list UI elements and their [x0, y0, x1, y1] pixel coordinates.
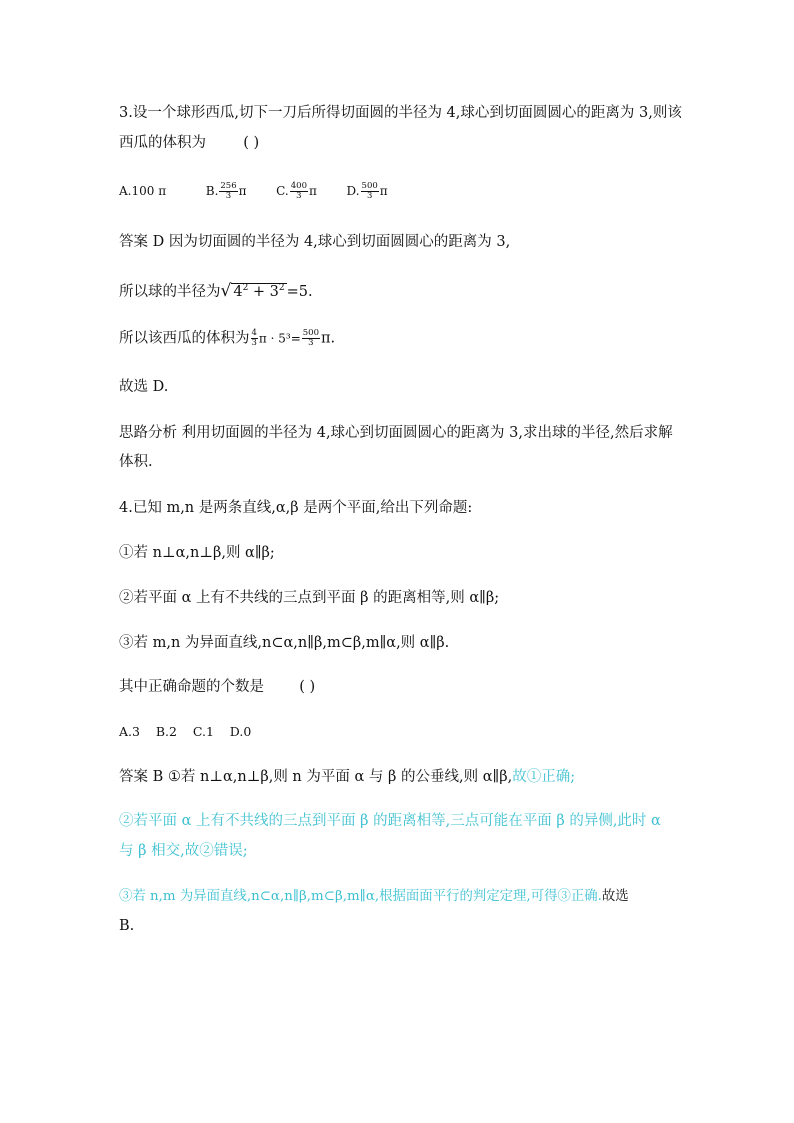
volume-fraction-2 — [302, 329, 320, 348]
q3-option-d-fraction — [361, 182, 379, 201]
q3-answer-line3 — [119, 329, 335, 348]
q3-option-c-num: 400 — [290, 181, 307, 191]
q4-answer-line1 — [119, 768, 575, 786]
volume-fraction-1 — [251, 329, 258, 348]
sqrt-expression — [221, 279, 287, 301]
q3-radius-text: 所以球的半径为 — [119, 283, 221, 300]
volume-frac2-den: 3 — [308, 338, 314, 348]
q3-option-b-den: 3 — [225, 191, 232, 201]
q3-option-d-pi: π — [379, 184, 388, 198]
sqrt-radicand — [231, 283, 286, 300]
volume-mid: π · 5³= — [258, 331, 301, 346]
q3-option-b-num: 256 — [220, 181, 237, 191]
q3-option-c-den: 3 — [296, 191, 302, 201]
q4-prop2: ②若平面 α 上有不共线的三点到平面 β 的距离相等,则 α∥β; — [119, 590, 500, 606]
q4-stem: 4.已知 m,n 是两条直线,α,β 是两个平面,给出下列命题: — [119, 500, 473, 516]
q3-option-c-label: C. — [276, 184, 289, 198]
q3-stem-text: 西瓜的体积为 — [119, 135, 206, 151]
radicand-exp-a: 2 — [242, 283, 249, 293]
q4-answer-line2: ②若平面 α 上有不共线的三点到平面 β 的距离相等,三点可能在平面 β 的异侧,此时 α — [119, 813, 661, 829]
q3-stem-line2 — [119, 134, 259, 152]
radicand-term-a: 4 — [233, 283, 243, 300]
q4-answer-line4 — [119, 888, 629, 906]
q3-options — [119, 182, 388, 201]
q4-answer-text: 答案 B ①若 n⊥α,n⊥β,则 n 为平面 α 与 β 的公垂线,则 α∥β, — [119, 769, 513, 785]
q4-question — [119, 678, 315, 696]
volume-frac1-num: 4 — [251, 328, 257, 338]
q3-option-b — [205, 181, 251, 201]
q3-option-d-num: 500 — [361, 181, 378, 191]
q3-option-d-den: 3 — [366, 191, 373, 201]
radicand-exp-b: 2 — [278, 283, 285, 293]
q3-volume-text: 所以该西瓜的体积为 — [119, 330, 250, 347]
q3-option-b-label: B. — [205, 184, 219, 198]
volume-frac1-den: 3 — [251, 338, 257, 348]
q3-option-d-label: D. — [346, 184, 360, 198]
q3-analysis-line1: 思路分析 利用切面圆的半径为 4,球心到切面圆圆心的距离为 3,求出球的半径,然后求解 — [119, 425, 673, 441]
q4-answer-paren: ( ) — [299, 679, 316, 695]
volume-suffix: π. — [321, 330, 336, 347]
q3-option-c-pi: π — [308, 184, 317, 198]
q3-option-a: A.100 π — [119, 184, 167, 198]
q3-radius-result: =5. — [286, 283, 313, 300]
q3-answer-paren: ( ) — [243, 135, 260, 151]
sqrt-sign-icon: √ — [220, 280, 232, 301]
radicand-term-b: + 3 — [248, 283, 279, 300]
q4-answer-highlight: 故①正确; — [512, 769, 576, 785]
q3-stem-line1: 3.设一个球形西瓜,切下一刀后所得切面圆的半径为 4,球心到切面圆圆心的距离为 3,则该 — [119, 105, 682, 121]
q4-prop1: ①若 n⊥α,n⊥β,则 α∥β; — [119, 545, 275, 561]
q4-prop3: ③若 m,n 为异面直线,n⊂α,n∥β,m⊂β,m∥α,则 α∥β. — [119, 635, 450, 651]
q4-answer-line3: 与 β 相交,故②错误; — [119, 843, 248, 859]
q3-analysis-line2: 体积. — [119, 454, 153, 470]
q4-options: A.3 B.2 C.1 D.0 — [119, 724, 252, 739]
volume-frac2-num: 500 — [302, 328, 319, 338]
q3-option-d — [346, 181, 388, 201]
q3-option-c-fraction — [290, 182, 308, 201]
q4-answer-line5: B. — [119, 918, 135, 934]
q4-answer-conclusion: ③若 n,m 为异面直线,n⊂α,n∥β,m⊂β,m∥α,根据面面平行的判定定理,可得③正确. — [119, 889, 602, 904]
q3-answer-line1: 答案 D 因为切面圆的半径为 4,球心到切面圆圆心的距离为 3, — [119, 234, 511, 250]
q3-option-b-pi: π — [238, 184, 247, 198]
q4-question-text: 其中正确命题的个数是 — [119, 679, 264, 695]
q3-answer-line2 — [119, 279, 313, 301]
q4-answer-select: 故选 — [601, 889, 629, 904]
q3-answer-line4: 故选 D. — [119, 379, 169, 395]
q3-option-c — [276, 181, 321, 201]
q3-option-b-fraction — [219, 182, 237, 201]
